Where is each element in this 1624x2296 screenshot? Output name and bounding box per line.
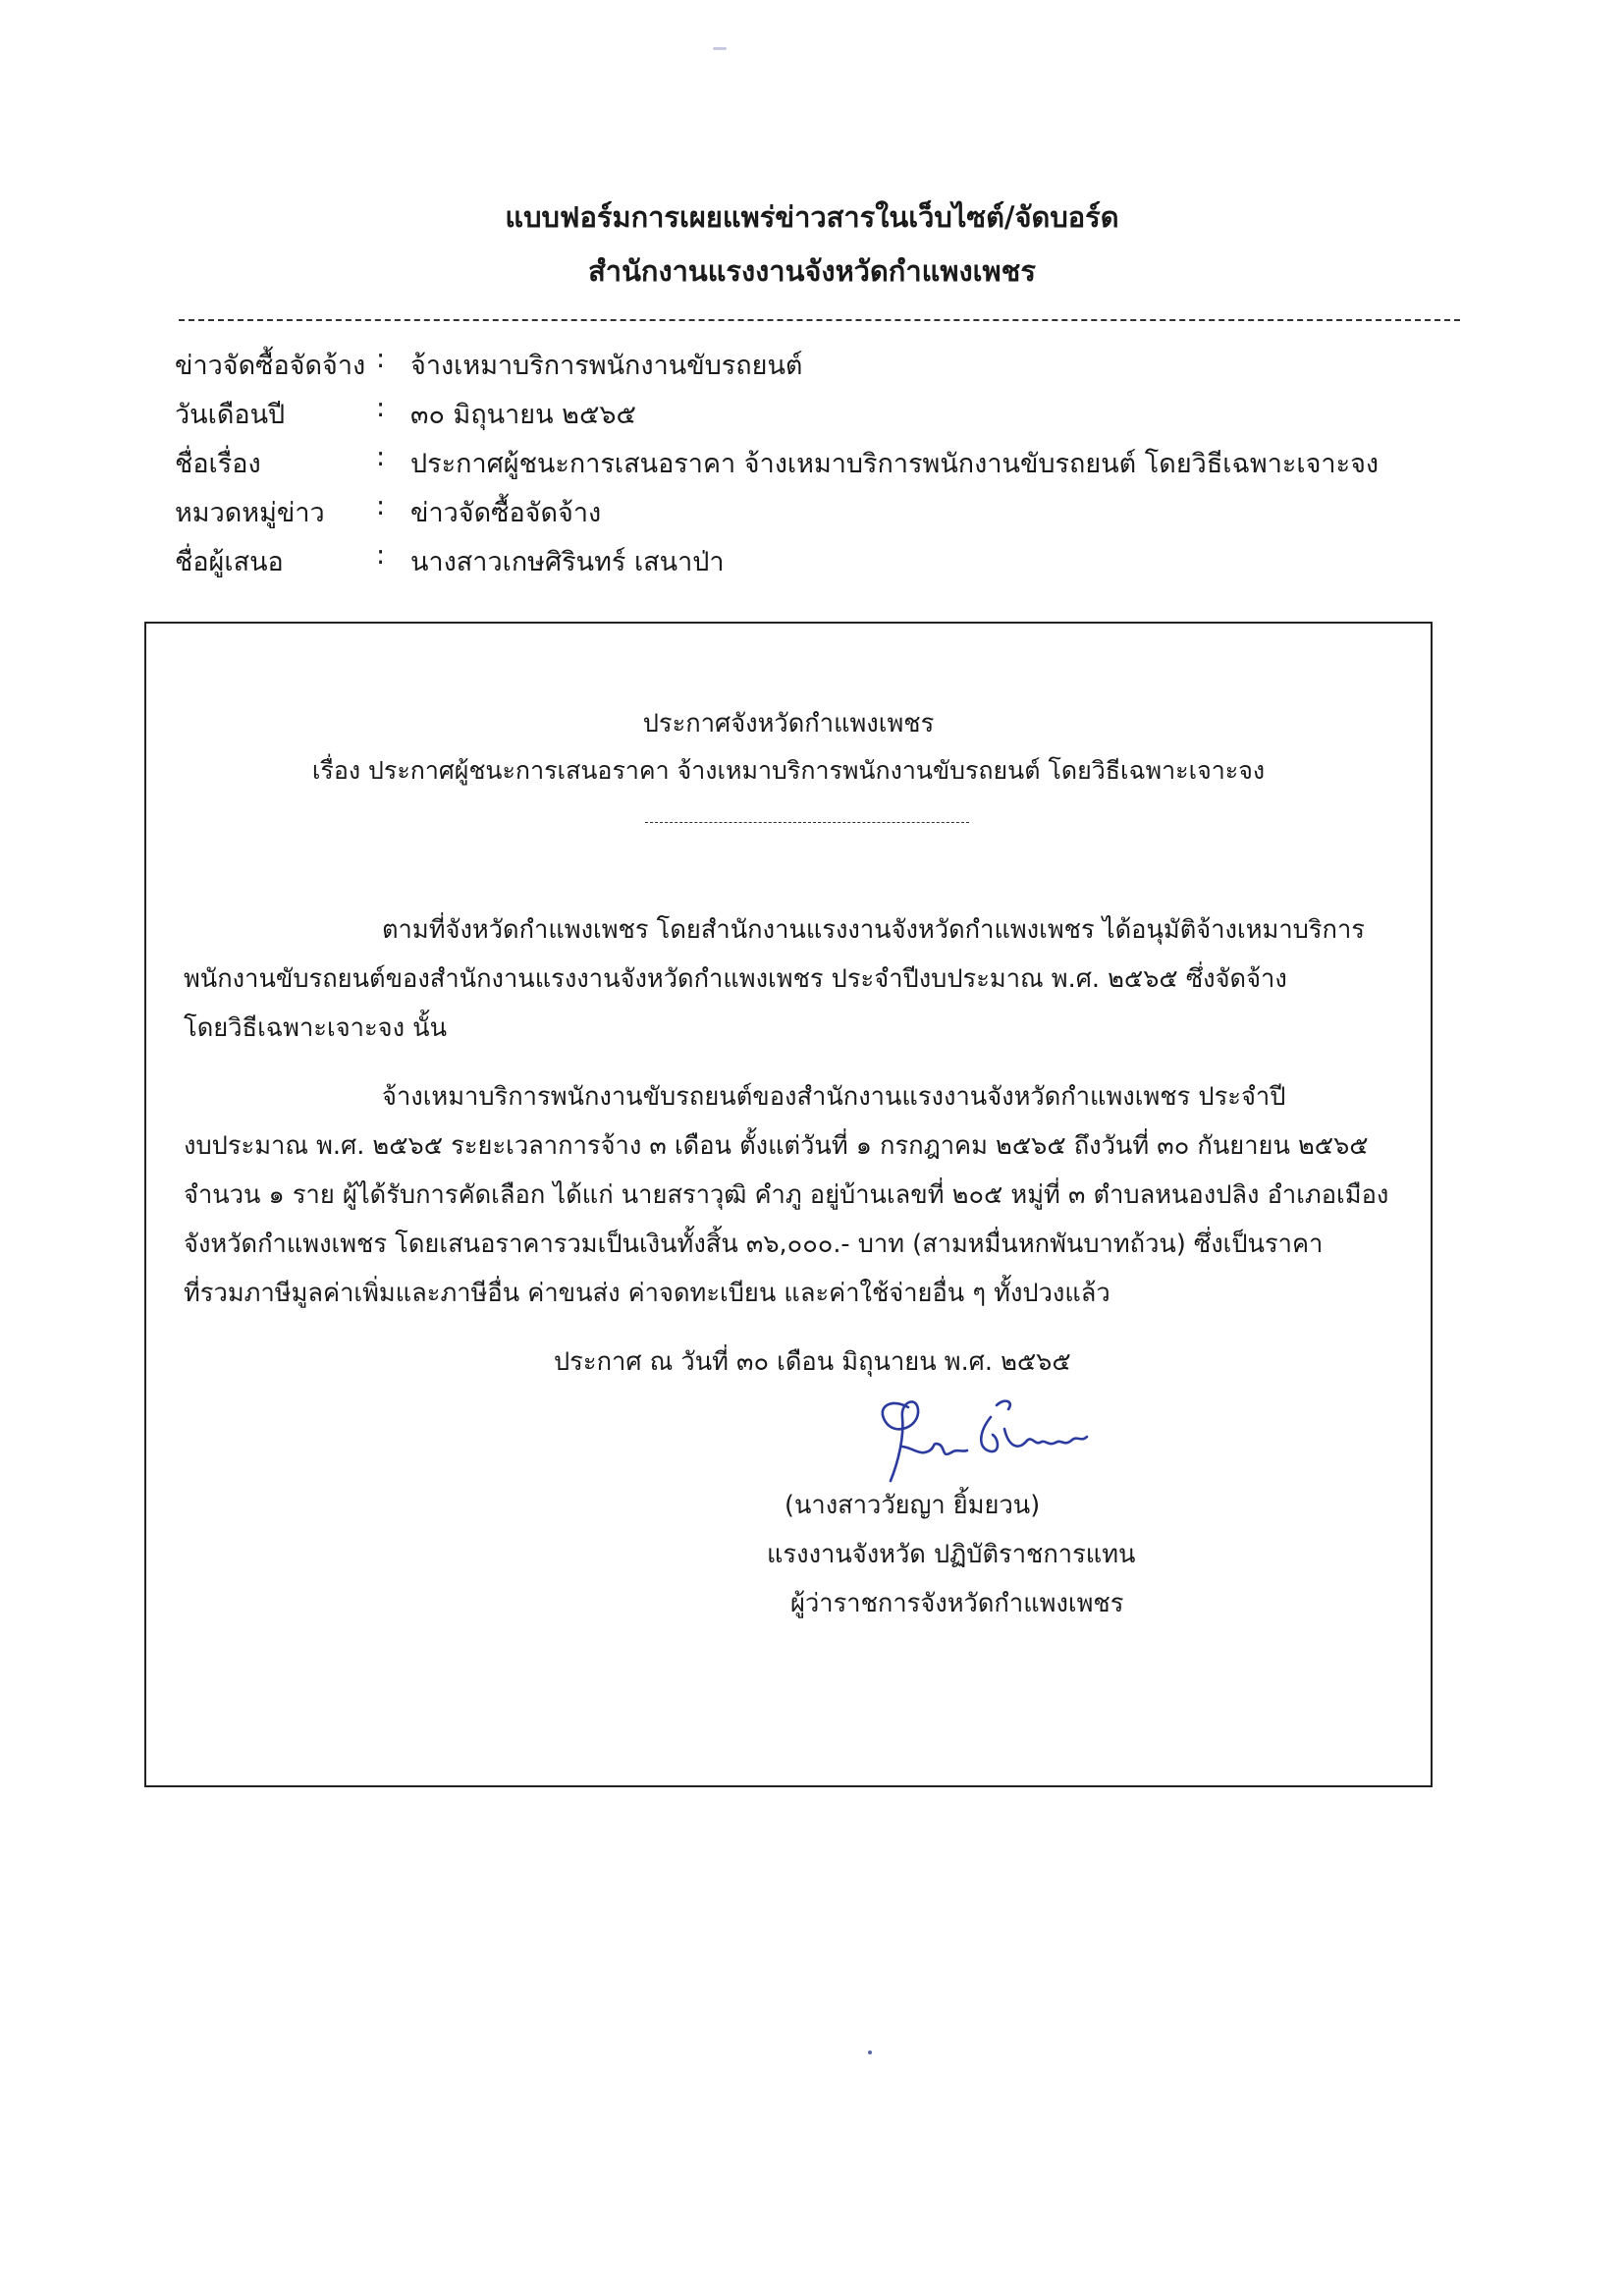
scan-speck xyxy=(868,2050,872,2054)
meta-value-procurement: จ้างเหมาบริการพนักงานขับรถยนต์ xyxy=(410,351,803,381)
scan-speck xyxy=(713,47,727,50)
paragraph2-line: งบประมาณ พ.ศ. ๒๕๖๕ ระยะเวลาการจ้าง ๓ เดือน ตั้งแต่วันที่ ๑ กรกฎาคม ๒๕๖๕ ถึงวันที่ ๓๐ กันยายน ๒๕๖๕ xyxy=(184,1131,1369,1161)
signature-image xyxy=(871,1388,1107,1496)
meta-colon: : xyxy=(376,540,386,571)
meta-label-category: หมวดหมู่ข่าว xyxy=(175,498,325,528)
meta-label-submitter: ชื่อผู้เสนอ xyxy=(175,547,284,577)
notice-subject: เรื่อง ประกาศผู้ชนะการเสนอราคา จ้างเหมาบริการพนักงานขับรถยนต์ โดยวิธีเฉพาะเจาะจง xyxy=(311,756,1266,785)
signer-position: แรงงานจังหวัด ปฏิบัติราชการแทน xyxy=(767,1540,1136,1569)
meta-label-procurement: ข่าวจัดซื้อจัดจ้าง xyxy=(175,351,366,381)
notice-divider xyxy=(645,822,969,823)
paragraph2-line: ที่รวมภาษีมูลค่าเพิ่มและภาษีอื่น ค่าขนส่ง ค่าจดทะเบียน และค่าใช้จ่ายอื่น ๆ ทั้งปวงแล้ว xyxy=(184,1279,1110,1308)
meta-label-subject: ชื่อเรื่อง xyxy=(175,449,261,479)
paragraph1-line: พนักงานขับรถยนต์ของสำนักงานแรงงานจังหวัดกำแพงเพชร ประจำปีงบประมาณ พ.ศ. ๒๕๖๕ ซึ่งจัดจ้าง xyxy=(184,964,1287,994)
meta-colon: : xyxy=(376,491,386,521)
paragraph2-line: จังหวัดกำแพงเพชร โดยเสนอราคารวมเป็นเงินทั้งสิ้น ๓๖,๐๐๐.- บาท (สามหมื่นหกพันบาทถ้วน) ซึ่งเป็นราคา xyxy=(184,1230,1324,1259)
meta-value-category: ข่าวจัดซื้อจัดจ้าง xyxy=(410,498,602,528)
meta-colon: : xyxy=(376,344,386,374)
meta-label-date: วันเดือนปี xyxy=(175,400,286,430)
office-title: สำนักงานแรงงานจังหวัดกำแพงเพชร xyxy=(588,254,1036,288)
header-divider xyxy=(179,319,1460,321)
meta-value-date: ๓๐ มิถุนายน ๒๕๖๕ xyxy=(410,400,636,430)
meta-value-subject: ประกาศผู้ชนะการเสนอราคา จ้างเหมาบริการพนักงานขับรถยนต์ โดยวิธีเฉพาะเจาะจง xyxy=(410,449,1380,479)
form-title: แบบฟอร์มการเผยแพร่ข่าวสารในเว็บไซต์/จัดบอร์ด xyxy=(505,200,1119,234)
paragraph2-line: จำนวน ๑ ราย ผู้ได้รับการคัดเลือก ได้แก่ นายสราวุฒิ คำภู อยู่บ้านเลขที่ ๒๐๕ หมู่ที่ ๓ ตำบลหนองปลิง อำเภอเมือง xyxy=(184,1180,1389,1210)
meta-value-submitter: นางสาวเกษศิรินทร์ เสนาป่า xyxy=(410,547,725,577)
paragraph1-line: ตามที่จังหวัดกำแพงเพชร โดยสำนักงานแรงงานจังหวัดกำแพงเพชร ได้อนุมัติจ้างเหมาบริการ xyxy=(382,915,1365,945)
notice-title: ประกาศจังหวัดกำแพงเพชร xyxy=(642,709,935,738)
signer-position-on-behalf: ผู้ว่าราชการจังหวัดกำแพงเพชร xyxy=(790,1589,1124,1618)
announcement-date: ประกาศ ณ วันที่ ๓๐ เดือน มิถุนายน พ.ศ. ๒๕๖๕ xyxy=(554,1347,1071,1377)
signer-name: (นางสาววัยญา ยิ้มยวน) xyxy=(785,1491,1041,1520)
meta-colon: : xyxy=(376,442,386,472)
paragraph2-line: จ้างเหมาบริการพนักงานขับรถยนต์ของสำนักงานแรงงานจังหวัดกำแพงเพชร ประจำปี xyxy=(382,1082,1286,1112)
notice-box xyxy=(144,622,1433,1787)
paragraph1-line: โดยวิธีเฉพาะเจาะจง นั้น xyxy=(184,1013,448,1043)
meta-colon: : xyxy=(376,393,386,423)
